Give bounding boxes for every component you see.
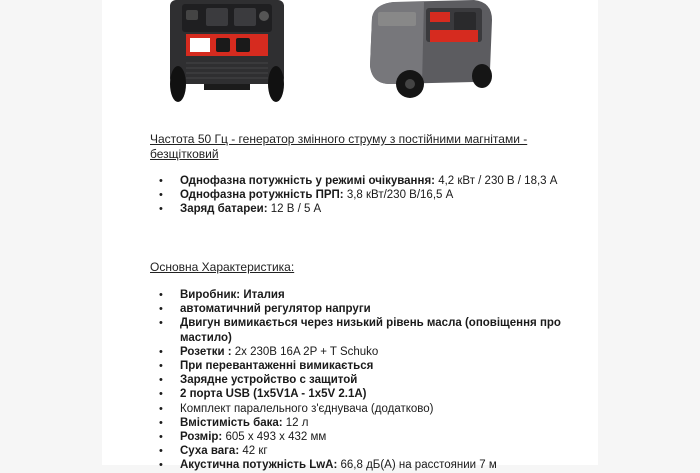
list-item: • Однофазна ротужність ПРП: 3,8 кВт/230 В/16,5 А — [150, 188, 570, 202]
list-item: • Зарядне устройство с защитой — [150, 373, 570, 387]
main-characteristics-heading: Основна Характеристика: — [150, 260, 295, 274]
list-item: • При перевантаженні вимикається — [150, 359, 570, 373]
list-item: • автоматичний регулятор напруги — [150, 302, 570, 316]
generator-side-image — [364, 0, 496, 100]
primary-specs-list — [150, 174, 570, 217]
document-page — [102, 0, 598, 472]
list-item: • Двигун вимикається через низький рівень масла (оповіщення про мастило) — [150, 316, 570, 344]
list-item: • Розетки : 2x 230B 16A 2P + T Schuko — [150, 345, 570, 359]
list-item: • Розмір: 605 x 493 x 432 мм — [150, 430, 570, 444]
list-item: • Однофазна потужність у режимі очікування: 4,2 кВт / 230 В / 18,3 А — [150, 174, 570, 188]
generator-front-image — [164, 0, 290, 104]
list-item: • Виробник: Италия — [150, 288, 570, 302]
intro-text: Частота 50 Гц - генератор змінного струму з постійними магнітами - безщітковий — [150, 132, 528, 161]
list-item: • Вмістимість бака: 12 л — [150, 416, 570, 430]
list-item: • Суха вага: 42 кг — [150, 444, 570, 458]
list-item: • Заряд батареи: 12 В / 5 А — [150, 202, 570, 216]
list-item: • Акустична потужність LwA: 66,8 дБ(А) на расстоянии 7 м — [150, 458, 570, 472]
list-item: • 2 порта USB (1x5V1A - 1x5V 2.1A) — [150, 387, 570, 401]
list-item: • Комплект паралельного з'єднувача (додатково) — [150, 402, 570, 416]
main-specs-list — [150, 288, 570, 473]
